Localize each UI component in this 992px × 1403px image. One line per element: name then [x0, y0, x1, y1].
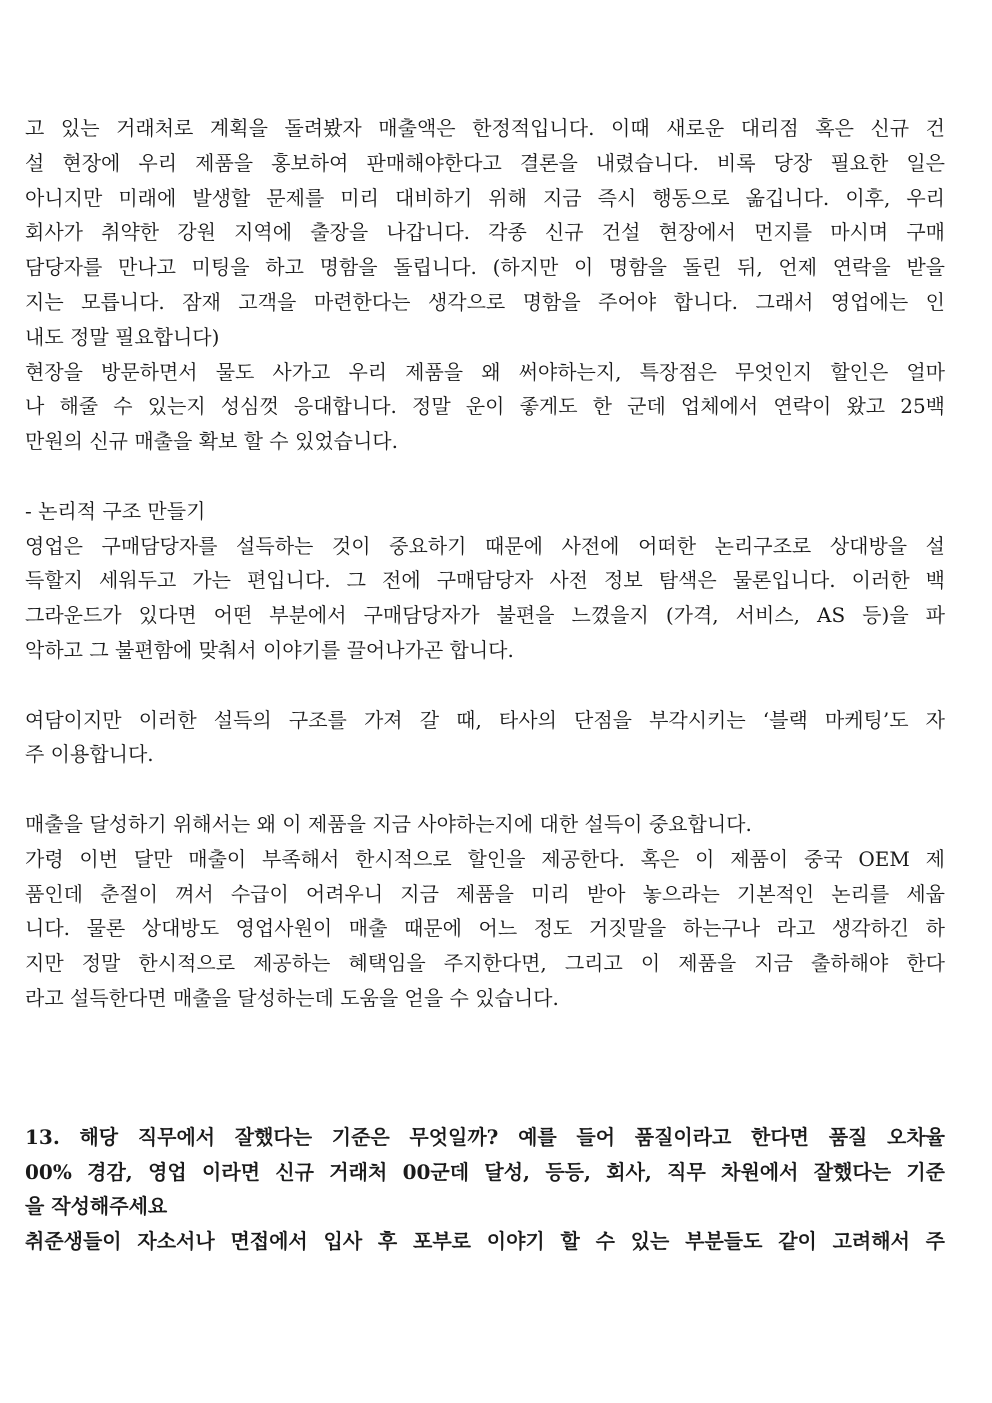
blank-line	[25, 772, 945, 807]
text-line: 라고 설득한다면 매출을 달성하는데 도움을 얻을 수 있습니다.	[25, 985, 559, 1010]
document-page	[25, 111, 945, 1259]
text-line: 현장을 방문하면서 물도 사가고 우리 제품을 왜 써야하는지, 특장점은 무엇인지 할인은 얼마	[25, 359, 945, 384]
question-line: 13. 해당 직무에서 잘했다는 기준은 무엇일까? 예를 들어 품질이라고 한다면 품질 오차율	[25, 1124, 945, 1149]
text-line: 득할지 세워두고 가는 편입니다. 그 전에 구매담당자 사전 정보 탐색은 물론입니다. 이러한 백	[25, 568, 945, 593]
text-line: 만원의 신규 매출을 확보 할 수 있었습니다.	[25, 429, 398, 454]
text-line: 악하고 그 불편함에 맞춰서 이야기를 끌어나가곤 합니다.	[25, 637, 514, 662]
text-line: 니다. 물론 상대방도 영업사원이 매출 때문에 어느 정도 거짓말을 하는구나 라고 생각하긴 하	[25, 916, 945, 941]
question-13	[25, 1120, 945, 1259]
paragraph-site-visit	[25, 355, 945, 459]
blank-line	[25, 459, 945, 494]
paragraph-logic-structure	[25, 529, 945, 668]
blank-line	[25, 668, 945, 703]
section-gap	[25, 1016, 945, 1120]
text-line: 품인데 춘절이 껴서 수급이 어려우니 지금 제품을 미리 받아 놓으라는 기본적인 논리를 세웁	[25, 881, 945, 906]
question-line: 취준생들이 자소서나 면접에서 입사 후 포부로 이야기 할 수 있는 부분들도 같이 고려해서 주	[25, 1229, 945, 1254]
text-line: 아니지만 미래에 발생할 문제를 미리 대비하기 위해 지금 즉시 행동으로 옮깁니다. 이후, 우리	[25, 185, 945, 210]
section-heading-logic-structure: - 논리적 구조 만들기	[25, 498, 206, 523]
text-line: 그라운드가 있다면 어떤 부분에서 구매담당자가 불편을 느꼈을지 (가격, 서비스, AS 등)을 파	[25, 603, 945, 628]
paragraph-black-marketing	[25, 703, 945, 773]
text-line: 나 해줄 수 있는지 성심껏 응대합니다. 정말 운이 좋게도 한 군데 업체에서 연락이 왔고 25백	[25, 394, 945, 419]
text-line: 회사가 취약한 강원 지역에 출장을 나갑니다. 각종 신규 건설 현장에서 먼지를 마시며 구매	[25, 220, 945, 245]
text-line: 지는 모릅니다. 잠재 고객을 마련한다는 생각으로 명함을 주어야 합니다. 그래서 영업에는 인	[25, 289, 945, 314]
paragraph-persuasion	[25, 807, 945, 1016]
text-line: 지만 정말 한시적으로 제공하는 혜택임을 주지한다면, 그리고 이 제품을 지금 출하해야 한다	[25, 951, 945, 976]
paragraph-sales-expansion	[25, 111, 945, 355]
text-line: 고 있는 거래처로 계획을 돌려봤자 매출액은 한정적입니다. 이때 새로운 대리점 혹은 신규 건	[25, 116, 945, 140]
text-line: 주 이용합니다.	[25, 742, 154, 767]
text-line: 내도 정말 필요합니다)	[25, 324, 220, 349]
text-line: 영업은 구매담당자를 설득하는 것이 중요하기 때문에 사전에 어떠한 논리구조로 상대방을 설	[25, 533, 945, 558]
question-line: 00% 경감, 영업 이라면 신규 거래처 00군데 달성, 등등, 회사, 직무 차원에서 잘했다는 기준	[25, 1159, 945, 1184]
text-line: 가령 이번 달만 매출이 부족해서 한시적으로 할인을 제공한다. 혹은 이 제품이 중국 OEM 제	[25, 846, 945, 871]
text-line: 담당자를 만나고 미팅을 하고 명함을 돌립니다. (하지만 이 명함을 돌린 뒤, 언제 연락을 받을	[25, 255, 945, 280]
text-line: 여담이지만 이러한 설득의 구조를 가져 갈 때, 타사의 단점을 부각시키는 ‘블랙 마케팅’도 자	[25, 707, 945, 732]
text-line: 설 현장에 우리 제품을 홍보하여 판매해야한다고 결론을 내렸습니다. 비록 당장 필요한 일은	[25, 150, 945, 175]
question-line: 을 작성해주세요	[25, 1194, 168, 1219]
text-line: 매출을 달성하기 위해서는 왜 이 제품을 지금 사야하는지에 대한 설득이 중요합니다.	[25, 811, 752, 836]
